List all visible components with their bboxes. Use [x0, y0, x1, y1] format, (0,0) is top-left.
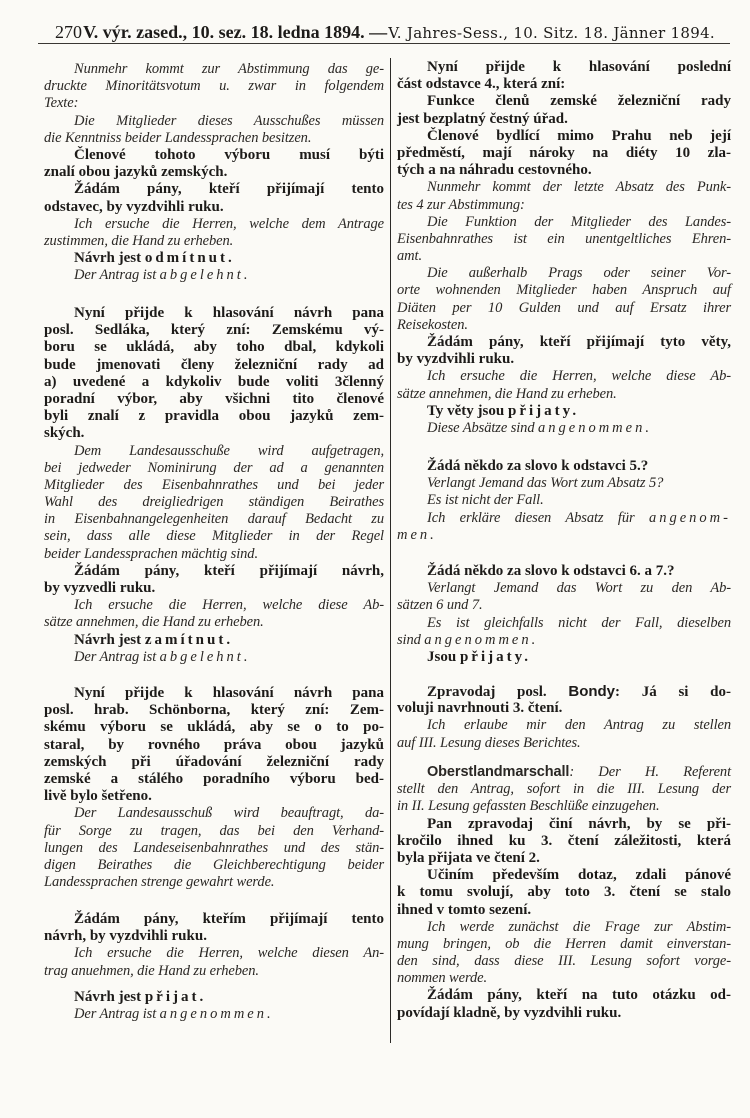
text-line: odstavec, by vyzdvihli ruku.	[44, 198, 224, 215]
text-line: kročilo ihned ku 3. čtení záležitosti, která	[397, 832, 731, 849]
text-line: byla přijata ve čtení 2.	[397, 849, 540, 866]
text-section	[397, 563, 731, 666]
text-segment: Návrh jest	[74, 989, 145, 1005]
text-line: Žádám pány, kteří přijímají tyto věty,	[427, 334, 731, 350]
text-line: Die Mitglieder dieses Ausschußes müssen	[74, 112, 384, 129]
czech-paragraph	[44, 181, 384, 215]
text-line: zemské a stálého poradního výboru bed-	[44, 770, 384, 787]
text-line: livě bylo šetřeno.	[44, 788, 152, 805]
text-line: předměstí, mají nároky na diéty 10 zla-	[397, 144, 731, 161]
text-line: Mitglieder des Eisenbahnrathes und bei jeder	[44, 476, 384, 493]
text-line: poradní výbor, aby všichni tito členové	[44, 390, 384, 407]
german-paragraph	[44, 1006, 384, 1023]
german-paragraph	[397, 368, 731, 402]
text-line: Funkce členů zemské železniční rady	[427, 93, 731, 110]
text-line	[397, 764, 731, 781]
czech-paragraph	[397, 563, 731, 580]
german-paragraph	[397, 420, 731, 437]
text-line: lungen des Landeseisenbahnrathes und des stän-	[44, 839, 384, 856]
text-section	[397, 458, 731, 544]
text-line	[44, 649, 384, 666]
text-line: in II. Lesung gefassten Beschlüße einzugehen.	[397, 798, 660, 815]
czech-paragraph	[397, 816, 731, 868]
german-paragraph	[44, 216, 384, 250]
text-line	[44, 632, 384, 649]
text-line: by vyzdvihli ruku.	[397, 351, 515, 368]
text-line: návrh, by vyzdvihli ruku.	[44, 928, 207, 945]
czech-paragraph	[44, 563, 384, 597]
text-line	[397, 683, 731, 700]
text-section	[44, 61, 384, 284]
text-line: ských.	[44, 425, 85, 442]
german-paragraph	[44, 649, 384, 666]
spaced-emphasis: abgelehnt.	[159, 648, 251, 665]
czech-paragraph	[397, 867, 731, 919]
german-paragraph	[44, 945, 384, 979]
text-segment: Der Antrag ist	[74, 267, 160, 284]
text-line: tes 4 zur Abstimmung:	[397, 196, 525, 213]
text-line: für Sorge zu tragen, das bei den Verhand-	[44, 822, 384, 839]
spaced-emphasis: angenommen.	[424, 631, 539, 648]
text-line: Členové tohoto výboru musí býti	[74, 146, 384, 163]
text-line: Ich werde zunächst die Frage zur Abstim-	[427, 918, 731, 935]
text-line: Nyní přijde k hlasování poslední	[427, 59, 731, 75]
text-line: sätze annehmen, die Hand zu erheben.	[397, 385, 617, 402]
text-segment: Der Antrag ist	[74, 1006, 160, 1023]
german-paragraph	[397, 265, 731, 334]
text-line: povídají kladně, by vyzdvihli ruku.	[397, 1004, 622, 1021]
text-line: beider Landessprachen mächtig sind.	[44, 545, 258, 562]
header-czech: V. výr. zased., 10. sez. 18. ledna 1894. —	[83, 22, 388, 42]
text-segment: Ty věty jsou	[427, 402, 508, 419]
text-line: boru se ukládá, aby toho dbal, kdykoli	[44, 339, 384, 356]
german-paragraph	[397, 179, 731, 213]
text-line: digen Beirathes die Gleichberechtigung beider	[44, 856, 384, 873]
text-line: amt.	[397, 248, 422, 265]
text-segment: : Der H. Referent	[569, 764, 731, 780]
text-line: Ich ersuche die Herren, welche dem Antrage	[74, 215, 384, 232]
czech-paragraph	[397, 59, 731, 93]
text-line	[397, 403, 731, 420]
text-line: Ich ersuche die Herren, welche diese Ab-	[427, 368, 731, 385]
text-line: skému výboru se ukládá, aby se o to po-	[44, 719, 384, 736]
spaced-emphasis: angenommen.	[159, 1006, 274, 1023]
text-line: die Kenntniss beider Landessprachen besitzen.	[44, 129, 312, 146]
text-line: bei jedweder Nominirung der ad a genannten	[44, 459, 384, 476]
german-paragraph	[397, 717, 731, 751]
text-line: Ich ersuche die Herren, welche diese Ab-	[74, 597, 384, 614]
text-line: posl. Sedláka, který zní: Zemskému vý-	[44, 322, 384, 339]
text-line: Žádám pány, kteří přijímají tento	[74, 181, 384, 198]
text-line: znalí obou jazyků zemských.	[44, 164, 228, 181]
german-paragraph	[397, 615, 731, 649]
czech-paragraph	[44, 989, 384, 1006]
text-line: Nyní přijde k hlasování návrh pana	[74, 305, 384, 321]
text-segment: Jsou	[427, 648, 460, 665]
german-paragraph	[397, 580, 731, 614]
text-line: sein, dass alle diese Mitglieder in der Regel	[44, 528, 384, 545]
spaced-emphasis: zamítnut.	[144, 631, 234, 648]
german-paragraph	[44, 597, 384, 631]
czech-paragraph	[397, 128, 731, 180]
text-segment: Der Antrag ist	[74, 648, 160, 665]
czech-paragraph	[397, 458, 731, 475]
text-line: ihned v tomto sezení.	[397, 901, 532, 918]
text-line: druckte Minoritätsvotum u. zwar in folgendem	[44, 78, 384, 95]
header-german: V. Jahres-Sess., 10. Sitz. 18. Jänner 1894.	[388, 24, 715, 42]
spaced-emphasis: angenom-	[649, 509, 731, 526]
czech-paragraph	[44, 685, 384, 805]
german-paragraph	[397, 214, 731, 266]
text-line: zemských při úřadování železniční rady	[44, 753, 384, 770]
text-line: orte wohnenden Mitglieder haben Anspruch auf	[397, 282, 731, 299]
text-segment: : Já si do-	[615, 684, 731, 700]
czech-paragraph	[397, 403, 731, 420]
text-section	[44, 685, 384, 891]
text-line: Nunmehr kommt zur Abstimmung das ge-	[74, 61, 384, 77]
text-line: Der Landesausschuß wird beauftragt, da-	[74, 805, 384, 822]
header-rule	[38, 43, 730, 44]
text-line: a) uvedené a kdykoliv bude voliti 3členný	[44, 373, 384, 390]
czech-paragraph	[44, 305, 384, 443]
text-line	[44, 1006, 384, 1023]
text-line: část odstavce 4., která zní:	[397, 76, 566, 93]
spaced-emphasis: přijat.	[144, 989, 207, 1005]
german-paragraph	[397, 510, 731, 544]
text-line: Žádám pány, kteří na tuto otázku od-	[427, 987, 731, 1004]
text-line: sätze annehmen, die Hand zu erheben.	[44, 614, 264, 631]
running-header	[55, 22, 715, 42]
text-segment: Zpravodaj posl.	[427, 684, 569, 700]
text-line: Nunmehr kommt der letzte Absatz des Punk-	[427, 179, 731, 196]
german-paragraph	[44, 61, 384, 113]
text-line: staral, by rovného práva obou jazyků	[44, 736, 384, 753]
text-line	[397, 420, 731, 437]
text-line: trag anuehmen, die Hand zu erheben.	[44, 962, 259, 979]
czech-paragraph	[44, 911, 384, 945]
czech-paragraph	[397, 987, 731, 1021]
text-section	[397, 683, 731, 752]
text-line: Pan zpravodaj činí návrh, by se při-	[427, 815, 731, 832]
text-line: Žádám pány, kteřím přijímají tento	[74, 911, 384, 927]
text-section	[44, 305, 384, 666]
column-divider	[390, 58, 391, 1043]
text-line: Dem Landesausschuße wird aufgetragen,	[74, 442, 384, 459]
text-line	[397, 632, 731, 649]
spaced-emphasis: přijaty.	[507, 402, 580, 419]
text-line	[397, 510, 731, 527]
text-section	[397, 59, 731, 437]
spaced-emphasis: odmítnut.	[144, 250, 235, 267]
text-section	[44, 989, 384, 1023]
text-line: Reisekosten.	[397, 316, 468, 333]
text-line: nommen werde.	[397, 970, 487, 987]
text-line	[397, 649, 731, 666]
german-paragraph	[44, 805, 384, 891]
text-line: Landessprachen strenge gewahrt werde.	[44, 874, 275, 891]
text-line: byli znalí z pravidla obou jazyků zem-	[44, 408, 384, 425]
text-line: Nyní přijde k hlasování návrh pana	[74, 685, 384, 701]
spaced-emphasis: abgelehnt.	[159, 267, 251, 284]
text-line: Učiním především dotaz, zdali pánové	[427, 867, 731, 884]
speaker-name: Oberstlandmarschall	[427, 764, 570, 780]
text-segment: Ich erkläre diesen Absatz für	[427, 509, 649, 526]
text-line	[44, 267, 384, 284]
text-line: Ich erlaube mir den Antrag zu stellen	[427, 717, 731, 734]
text-line: by vyzvedli ruku.	[44, 580, 156, 596]
czech-paragraph	[397, 683, 731, 717]
spaced-emphasis: přijaty.	[459, 648, 532, 665]
text-line: tých a na náhradu cestovného.	[397, 162, 592, 179]
text-section	[397, 764, 731, 1022]
text-line: Wahl des dreigliedrigen ständigen Beirathes	[44, 494, 384, 511]
speaker-name: Bondy	[568, 683, 616, 700]
czech-paragraph	[44, 147, 384, 181]
text-segment: Diese Absätze sind	[427, 419, 539, 436]
text-line: auf III. Lesung dieses Berichtes.	[397, 734, 581, 751]
text-line	[44, 989, 384, 1006]
text-line: in Eisenbahnangelegenheiten darauf Bedacht zu	[44, 511, 384, 528]
text-line	[44, 250, 384, 267]
czech-paragraph	[397, 93, 731, 127]
german-paragraph	[397, 764, 731, 816]
text-line: voluji navrhnouti 3. čtení.	[397, 700, 563, 717]
text-line: posl. hrab. Schönborna, který zní: Zem-	[44, 702, 384, 719]
text-line: den sind, dass diese III. Lesung sofort vorge-	[397, 953, 731, 970]
text-line: Diäten per 10 Gulden und auf Ersatz ihrer	[397, 299, 731, 316]
czech-paragraph	[397, 334, 731, 368]
text-section	[44, 911, 384, 980]
spaced-emphasis: angenommen.	[538, 419, 652, 436]
text-line: sätzen 6 und 7.	[397, 597, 483, 614]
text-line: Die außerhalb Prags oder seiner Vor-	[427, 265, 731, 282]
german-paragraph	[397, 919, 731, 988]
text-line: Eisenbahnrathes ist ein unentgeltliches Ehren-	[397, 230, 731, 247]
text-line: Die Funktion der Mitglieder des Landes-	[427, 213, 731, 230]
czech-paragraph	[44, 632, 384, 649]
text-line: jest bezplatný čestný úřad.	[397, 110, 568, 127]
spaced-emphasis: men.	[397, 526, 437, 543]
text-line: Ich ersuche die Herren, welche diesen An-	[74, 945, 384, 962]
czech-paragraph	[44, 250, 384, 267]
text-line: stellt den Antrag, sofort in die III. Lesung der	[397, 781, 731, 798]
german-paragraph	[397, 475, 731, 492]
german-paragraph	[44, 113, 384, 147]
text-line: Žádá někdo za slovo k odstavci 6. a 7.?	[427, 563, 675, 579]
text-line: Žádám pány, kteří přijímají návrh,	[74, 562, 384, 579]
text-line: bude jmenovati členy železniční rady ad	[44, 356, 384, 373]
text-line: Členové bydlící mimo Prahu neb její	[427, 127, 731, 144]
text-line: Texte:	[44, 95, 79, 112]
text-line: k tomu svolují, aby toto 3. čtení se stalo	[397, 884, 731, 901]
text-line: Es ist nicht der Fall.	[427, 492, 544, 509]
text-line: Verlangt Jemand das Wort zu den Ab-	[427, 580, 731, 597]
czech-paragraph	[397, 649, 731, 666]
german-paragraph	[397, 492, 731, 509]
text-segment: sind	[397, 631, 425, 648]
text-segment: Návrh jest	[74, 250, 145, 267]
text-line	[397, 527, 731, 544]
text-segment: Návrh jest	[74, 631, 145, 648]
german-paragraph	[44, 443, 384, 563]
text-line: Es ist gleichfalls nicht der Fall, dieselben	[427, 614, 731, 631]
german-paragraph	[44, 267, 384, 284]
page-number: 270	[55, 22, 82, 42]
text-line: zustimmen, die Hand zu erheben.	[44, 232, 234, 249]
text-line: mung bringen, ob die Herren damit einverstan-	[397, 935, 731, 952]
text-line: Verlangt Jemand das Wort zum Absatz 5?	[427, 475, 664, 492]
text-line: Žádá někdo za slovo k odstavci 5.?	[427, 458, 649, 474]
